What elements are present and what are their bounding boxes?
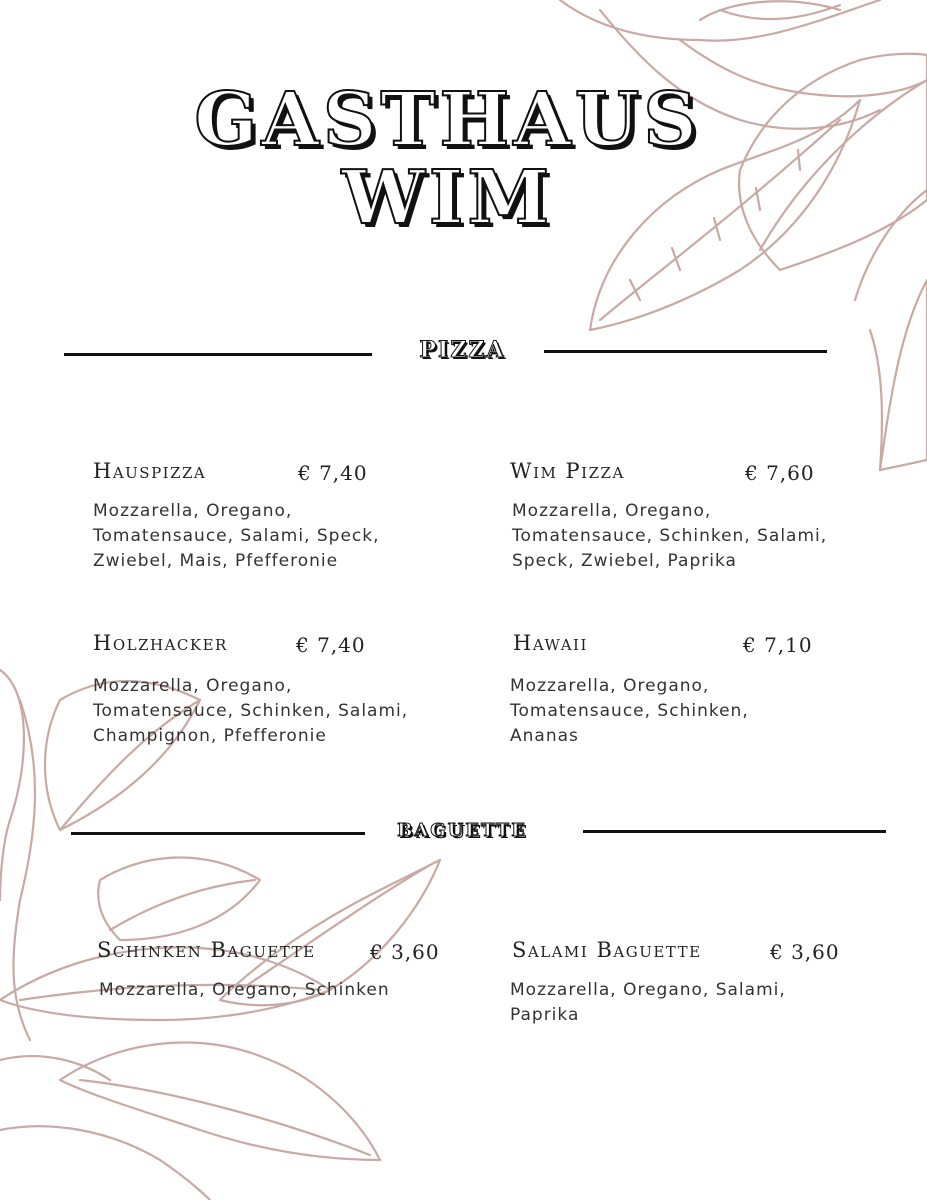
- restaurant-title-line-1: GASTHAUS: [194, 77, 701, 163]
- section-divider-right: [544, 350, 827, 353]
- menu-item-name: Holzhacker: [93, 631, 228, 655]
- menu-item-price: € 3,60: [370, 940, 440, 964]
- section-title-baguette: BAGUETTE: [397, 820, 527, 841]
- menu-item-description: Mozzarella, Oregano, Salami, Paprika: [510, 980, 786, 1025]
- menu-item-price: € 3,60: [770, 940, 840, 964]
- menu-item-description: Mozzarella, Oregano, Tomatensauce, Schinken, Salami, Champignon, Pfefferonie: [93, 676, 409, 746]
- section-divider-left: [71, 832, 365, 835]
- section-divider-left: [64, 353, 372, 356]
- menu-item-name: Schinken Baguette: [97, 938, 316, 962]
- menu-item-price: € 7,60: [745, 461, 815, 485]
- menu-item-price: € 7,40: [296, 633, 366, 657]
- menu-item-name: Hauspizza: [93, 459, 207, 483]
- menu-item-price: € 7,40: [298, 461, 368, 485]
- menu-item-name: Wim Pizza: [510, 459, 625, 483]
- menu-item-name: Salami Baguette: [512, 938, 702, 962]
- menu-item-price: € 7,10: [743, 633, 813, 657]
- menu-item-description: Mozzarella, Oregano, Tomatensauce, Schinken, Salami, Speck, Zwiebel, Paprika: [512, 501, 828, 571]
- menu-item-name: Hawaii: [513, 631, 588, 655]
- section-divider-right: [583, 830, 886, 833]
- restaurant-title-line-2: WIM: [341, 155, 554, 241]
- menu-item-description: Mozzarella, Oregano, Tomatensauce, Schinken, Ananas: [510, 676, 749, 746]
- menu-item-description: Mozzarella, Oregano, Schinken: [99, 980, 390, 1000]
- menu-item-description: Mozzarella, Oregano, Tomatensauce, Salami, Speck, Zwiebel, Mais, Pfefferonie: [93, 501, 380, 571]
- section-title-pizza: PIZZA: [419, 337, 506, 363]
